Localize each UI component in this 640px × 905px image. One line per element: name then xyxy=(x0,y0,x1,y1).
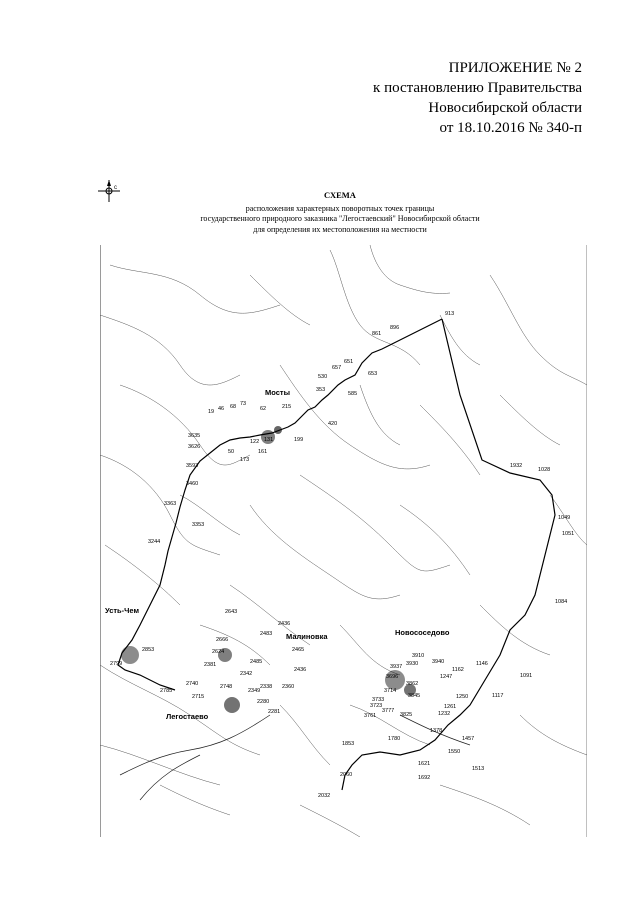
point-label: 3363 xyxy=(164,501,177,507)
point-label: 1146 xyxy=(476,661,488,667)
point-label: 2715 xyxy=(192,694,205,700)
point-label: 3593 xyxy=(186,463,199,469)
point-label: 2349 xyxy=(248,688,261,694)
point-label: 2280 xyxy=(257,699,270,705)
point-label: 50 xyxy=(228,449,235,455)
point-label: 3244 xyxy=(148,539,161,545)
point-label: 896 xyxy=(390,325,400,331)
town-legostaevo: Легостаево xyxy=(166,712,209,721)
region-line: Новосибирской области xyxy=(428,100,582,116)
point-label: 1162 xyxy=(452,667,464,673)
point-label: 1051 xyxy=(562,531,575,537)
point-label: 2785 xyxy=(160,688,173,694)
point-label: 530 xyxy=(318,374,328,380)
appendix-title: ПРИЛОЖЕНИЕ № 2 xyxy=(448,60,582,76)
point-label: 1049 xyxy=(558,515,571,521)
point-label: 3460 xyxy=(186,481,199,487)
scheme-title: СХЕМА xyxy=(324,190,356,200)
point-label: 1247 xyxy=(440,674,453,680)
point-label: 3761 xyxy=(364,713,377,719)
scheme-subtitle-3: для определения их местоположения на местности xyxy=(253,224,427,234)
point-label: 1232 xyxy=(438,711,451,717)
point-label: 131 xyxy=(264,437,274,443)
point-label: 2740 xyxy=(186,681,199,687)
point-label: 2338 xyxy=(260,684,273,690)
decree-line: к постановлению Правительства xyxy=(373,80,582,96)
point-label: 2799 xyxy=(110,661,123,667)
point-label: 2281 xyxy=(268,709,281,715)
point-label: 1250 xyxy=(456,694,469,700)
point-label: 2853 xyxy=(142,647,155,653)
point-label: 1117 xyxy=(492,693,504,699)
reserve-boundary-map xyxy=(100,245,587,837)
point-label: 2360 xyxy=(282,684,295,690)
point-label: 3940 xyxy=(432,659,445,665)
point-label: 2485 xyxy=(250,659,263,665)
point-label: 1692 xyxy=(418,775,431,781)
point-label: 1261 xyxy=(444,704,457,710)
point-label: 3353 xyxy=(192,522,205,528)
point-label: 3696 xyxy=(386,674,399,680)
town-mosty: Мосты xyxy=(265,388,290,397)
point-label: 19 xyxy=(208,409,215,415)
document-header xyxy=(342,58,582,138)
road-network xyxy=(120,715,470,800)
point-label: 3777 xyxy=(382,708,395,714)
point-label: 2436 xyxy=(278,621,291,627)
point-label: 1513 xyxy=(472,766,485,772)
point-label: 68 xyxy=(230,404,237,410)
north-arrow-icon xyxy=(96,178,122,204)
point-label: 1621 xyxy=(418,761,431,767)
point-label: 2624 xyxy=(212,649,225,655)
town-ust-chem: Усть-Чем xyxy=(105,606,140,615)
point-label: 2748 xyxy=(220,684,233,690)
point-label: 2032 xyxy=(318,793,331,799)
town-malinovka: Малиновка xyxy=(286,632,328,641)
point-label: 2342 xyxy=(240,671,253,677)
river-network xyxy=(100,245,587,837)
point-label: 3910 xyxy=(412,653,425,659)
point-label: 3714 xyxy=(384,688,397,694)
point-label: 1780 xyxy=(388,736,401,742)
point-label: 1932 xyxy=(510,463,523,469)
point-label: 3862 xyxy=(406,681,419,687)
point-label: 161 xyxy=(258,449,268,455)
point-label: 122 xyxy=(250,439,260,445)
point-label: 3930 xyxy=(406,661,419,667)
point-label: 199 xyxy=(294,437,304,443)
point-label: 173 xyxy=(240,457,250,463)
point-label: 73 xyxy=(240,401,247,407)
point-label: 2060 xyxy=(340,772,353,778)
point-label: 1853 xyxy=(342,741,355,747)
point-label: 2465 xyxy=(292,647,305,653)
point-label: 2436 xyxy=(294,667,307,673)
point-label: 657 xyxy=(332,365,342,371)
point-label: 62 xyxy=(260,406,267,412)
point-label: 3845 xyxy=(408,693,421,699)
point-label: 1550 xyxy=(448,749,461,755)
point-label: 653 xyxy=(368,371,378,377)
point-label: 420 xyxy=(328,421,338,427)
map-canvas xyxy=(100,245,587,837)
point-label: 3626 xyxy=(188,444,201,450)
point-label: 651 xyxy=(344,359,354,365)
point-label: 1091 xyxy=(520,673,533,679)
point-label: 2643 xyxy=(225,609,238,615)
point-label: 3825 xyxy=(400,712,413,718)
point-label: 3635 xyxy=(188,433,201,439)
point-label: 3733 xyxy=(372,697,385,703)
point-label: 2666 xyxy=(216,637,229,643)
point-label: 46 xyxy=(218,406,225,412)
point-label: 215 xyxy=(282,404,292,410)
point-label: 861 xyxy=(372,331,382,337)
decree-date: от 18.10.2016 № 340-п xyxy=(439,120,582,136)
point-label: 2483 xyxy=(260,631,273,637)
point-label: 913 xyxy=(445,311,455,317)
compass-label: с xyxy=(114,185,117,191)
scheme-subtitle-1: расположения характерных поворотных точек границы xyxy=(245,203,435,213)
point-label: 1084 xyxy=(555,599,568,605)
point-label: 1028 xyxy=(538,467,551,473)
scheme-title-block xyxy=(160,190,520,235)
point-label: 1457 xyxy=(462,736,475,742)
point-label: 1378 xyxy=(430,728,443,734)
point-label: 3937 xyxy=(390,664,403,670)
boundary-point-labels xyxy=(110,311,574,799)
town-novososedovo: Новососедово xyxy=(395,628,450,637)
scheme-subtitle-2: государственного природного заказника "Легостаевский" Новосибирской области xyxy=(200,214,480,223)
point-label: 3723 xyxy=(370,703,383,709)
point-label: 2381 xyxy=(204,662,217,668)
point-label: 353 xyxy=(316,387,326,393)
point-label: 585 xyxy=(348,391,358,397)
